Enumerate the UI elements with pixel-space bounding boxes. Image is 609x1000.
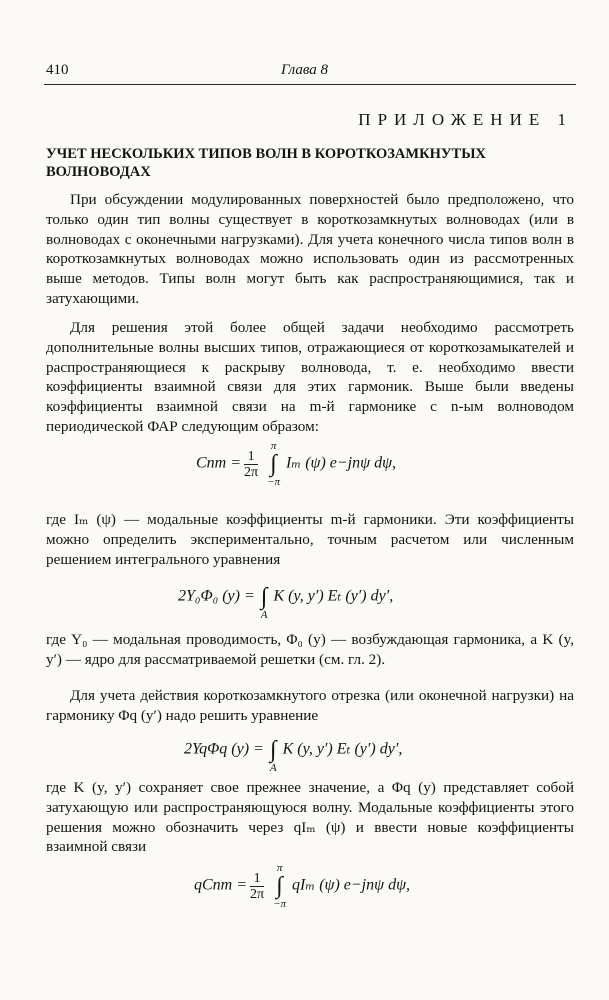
eq3-integral [270, 726, 277, 774]
equation-3 [184, 726, 402, 774]
section-title: УЧЕТ НЕСКОЛЬКИХ ТИПОВ ВОЛН В КОРОТКОЗАМКНУТЫХ ВОЛНОВОДАХ [46, 146, 486, 180]
eq4-integrand: qIₘ (ψ) e−jnψ dψ, [292, 876, 410, 894]
integral-sign-icon: ∫ [260, 584, 268, 610]
appendix-title: ПРИЛОЖЕНИЕ 1 [358, 110, 573, 129]
eq2-lhs: 2Y₀Φ₀ (y) = [178, 587, 255, 605]
eq4-lhs: qCnm = [194, 876, 248, 894]
eq1-integral [267, 440, 280, 488]
equation-2 [178, 573, 393, 621]
paragraph-3: где Iₘ (ψ) — модальные коэффициенты m-й гармоники. Эти коэффициенты можно определить экспериментально, точным расчетом или численным решением интегрального уравнения [46, 511, 574, 568]
eq4-frac-den: 2π [250, 886, 265, 902]
integral-sign-icon: ∫ [269, 737, 277, 763]
eq3-int-lower: A [269, 762, 277, 774]
eq1-lhs: Cnm = [196, 454, 242, 472]
eq1-integrand: Iₘ (ψ) e−jnψ dψ, [286, 454, 396, 472]
integral-sign-icon: ∫ [270, 451, 277, 477]
eq3-lhs: 2YqΦq (y) = [184, 740, 264, 758]
eq1-fraction [244, 449, 258, 480]
paragraph-1: При обсуждении модулированных поверхностей было предположено, что только один тип волны существует в короткозамкнутых волноводах (или в волноводах с оконечными нагрузками). Для учета конечного числа типов волн в короткозамкнутых волноводах можно использовать один из рассмотренных выше методов. Типы волн могут быть как распространяющимися, так и затухающими. [46, 191, 574, 307]
header-rule [44, 84, 576, 85]
eq2-int-lower: A [260, 609, 268, 621]
page-number: 410 [46, 62, 69, 78]
eq1-int-lower: −π [267, 476, 281, 488]
running-head-chapter: Глава 8 [280, 62, 329, 78]
eq4-integral [273, 862, 286, 910]
eq1-frac-den: 2π [244, 464, 259, 480]
eq4-int-upper: π [276, 862, 283, 874]
paragraph-2: Для решения этой более общей задачи необходимо рассмотреть дополнительные волны высших типов, отражающиеся от короткозамыкателей и распространяющиеся к раскрыву волновода, т. е. необходимо ввести коэффициенты взаимной связи для этих гармоник. Выше были введены коэффициенты взаимной связи на m-й гармонике с n-ым волноводом периодической ФАР следующим образом: [46, 319, 574, 435]
eq3-integrand: K (y, y′) Eₜ (y′) dy′, [282, 740, 403, 758]
paragraph-4: где Y₀ — модальная проводимость, Φ₀ (y) — возбуждающая гармоника, а K (y, y′) — ядро для рассматриваемой решетки (см. гл. 2). [46, 631, 574, 668]
eq2-integrand: K (y, y′) Eₜ (y′) dy′, [273, 587, 394, 605]
eq4-int-lower: −π [273, 898, 287, 910]
equation-4 [194, 862, 410, 910]
integral-sign-icon: ∫ [276, 873, 283, 899]
eq4-fraction [250, 871, 264, 902]
eq2-integral [261, 573, 268, 621]
paragraph-5: Для учета действия короткозамкнутого отрезка (или оконечной нагрузки) на гармонику Φq (y′) надо решить уравнение [46, 687, 574, 724]
eq1-int-upper: π [270, 440, 277, 452]
eq4-frac-num: 1 [250, 871, 264, 887]
eq1-frac-num: 1 [244, 449, 258, 465]
paragraph-6: где K (y, y′) сохраняет свое прежнее значение, а Φq (y) представляет собой затухающую или распространяющуюся волну. Модальные коэффициенты этого решения можно обозначить через qIₘ (ψ) и ввести новые коэффициенты взаимной связи [46, 779, 574, 856]
equation-1 [196, 440, 396, 488]
